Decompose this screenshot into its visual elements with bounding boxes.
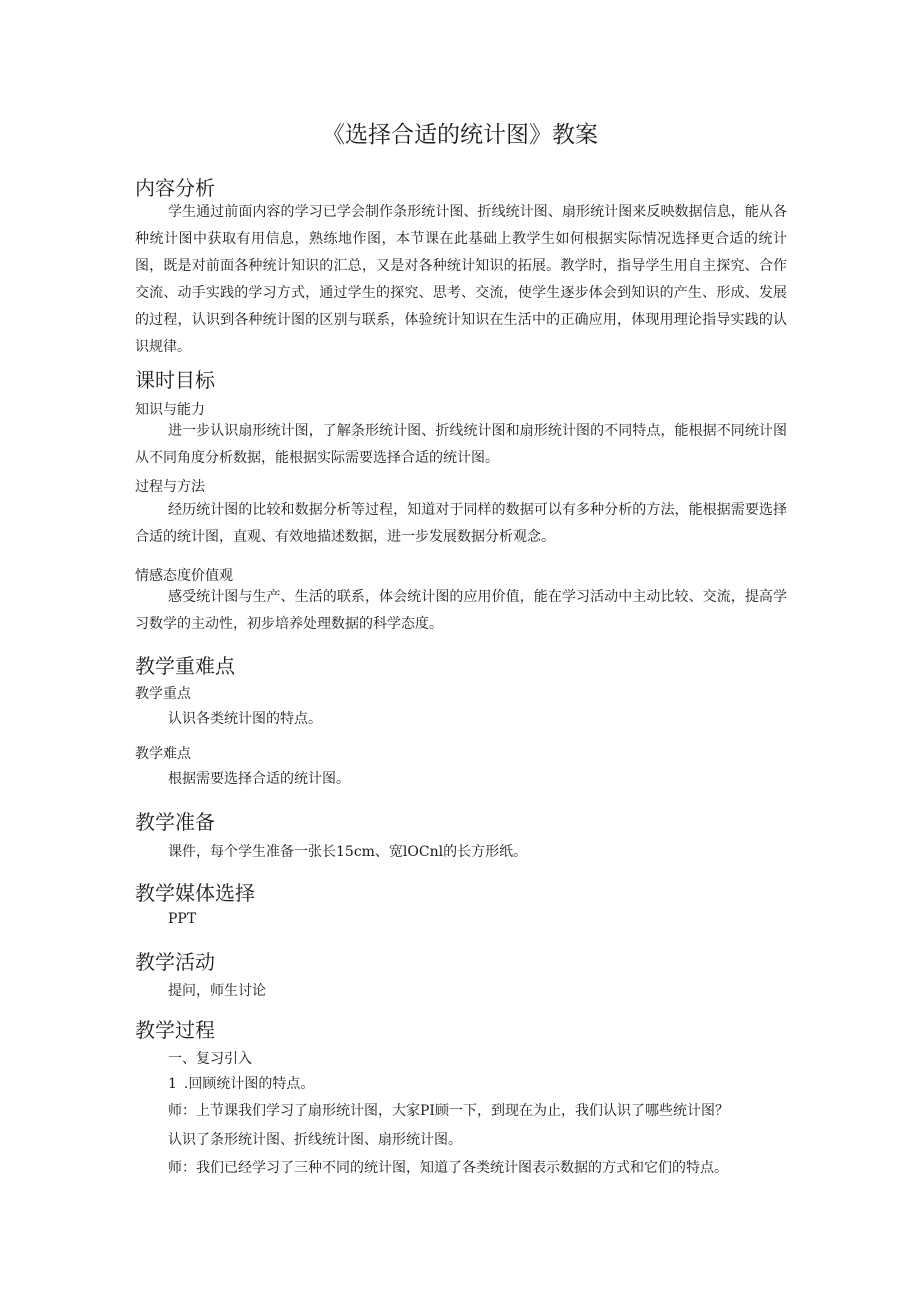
document-title: 《选择合适的统计图》教案: [322, 122, 598, 148]
heading-objectives: 课时目标: [135, 368, 215, 392]
heading-focus: 教学重点: [135, 686, 191, 702]
dialogue-line-2: 认识了条形统计图、折线统计图、扇形统计图。: [168, 1132, 462, 1148]
step-label: .回顾统计图的特点。: [183, 1076, 315, 1092]
heading-process-method: 过程与方法: [135, 479, 205, 495]
attitude-text: 感受统计图与生产、生活的联系，体会统计图的应用价值，能在学习活动中主动比较、交流，提高学习数学的主动性，初步培养处理数据的科学态度。: [135, 589, 787, 632]
step-1: [168, 1073, 314, 1093]
dialogue-line-1: 师：上节课我们学习了扇形统计图，大家PI顾一下，到现在为止，我们认识了哪些统计图？: [168, 1103, 729, 1119]
heading-attitude: 情感态度价值观: [135, 568, 233, 584]
heading-difficulty: 教学难点: [135, 746, 191, 762]
media-text: PPT: [168, 911, 197, 927]
focus-text: 认识各类统计图的特点。: [168, 711, 322, 727]
activity-text: 提问，师生讨论: [168, 983, 266, 999]
preparation-text: 课件，每个学生准备一张长15cm、宽lOCnl的长方形纸。: [168, 844, 528, 860]
heading-media: 教学媒体选择: [135, 881, 255, 905]
heading-activity: 教学活动: [135, 950, 215, 974]
content-analysis-text: 学生通过前面内容的学习已学会制作条形统计图、折线统计图、扇形统计图来反映数据信息，能从各种统计图中获取有用信息，熟练地作图，本节课在此基础上教学生如何根据实际情况选择更合适的统计图，既是对前面各种统计知识的汇总，又是对各种统计知识的拓展。教学时，指导学生用自主探究、合作交流、动手实践的学习方式，通过学生的探究、思考、交流，使学生逐步体会到知识的产生、形成、发展的过程，认识到各种统计图的区别与联系，体验统计知识在生活中的正确应用，体现用理论指导实践的认识规律。: [135, 204, 787, 355]
step-number: 1: [168, 1076, 177, 1092]
section-review-intro: 一、复习引入: [168, 1051, 252, 1067]
dialogue-line-3: 师：我们已经学习了三种不同的统计图，知道了各类统计图表示数据的方式和它们的特点。: [168, 1160, 728, 1176]
process-method-text: 经历统计图的比较和数据分析等过程，知道对于同样的数据可以有多种分析的方法，能根据需要选择合适的统计图，直观、有效地描述数据，进一步发展数据分析观念。: [135, 502, 787, 545]
knowledge-text: 进一步认识扇形统计图，了解条形统计图、折线统计图和扇形统计图的不同特点，能根据不同统计图从不同角度分析数据，能根据实际需要选择合适的统计图。: [135, 423, 787, 466]
heading-knowledge: 知识与能力: [135, 402, 205, 418]
difficulty-text: 根据需要选择合适的统计图。: [168, 771, 350, 787]
heading-content-analysis: 内容分析: [135, 176, 215, 200]
heading-preparation: 教学准备: [135, 810, 215, 834]
heading-process: 教学过程: [135, 1018, 215, 1042]
heading-key-points: 教学重难点: [135, 654, 235, 678]
